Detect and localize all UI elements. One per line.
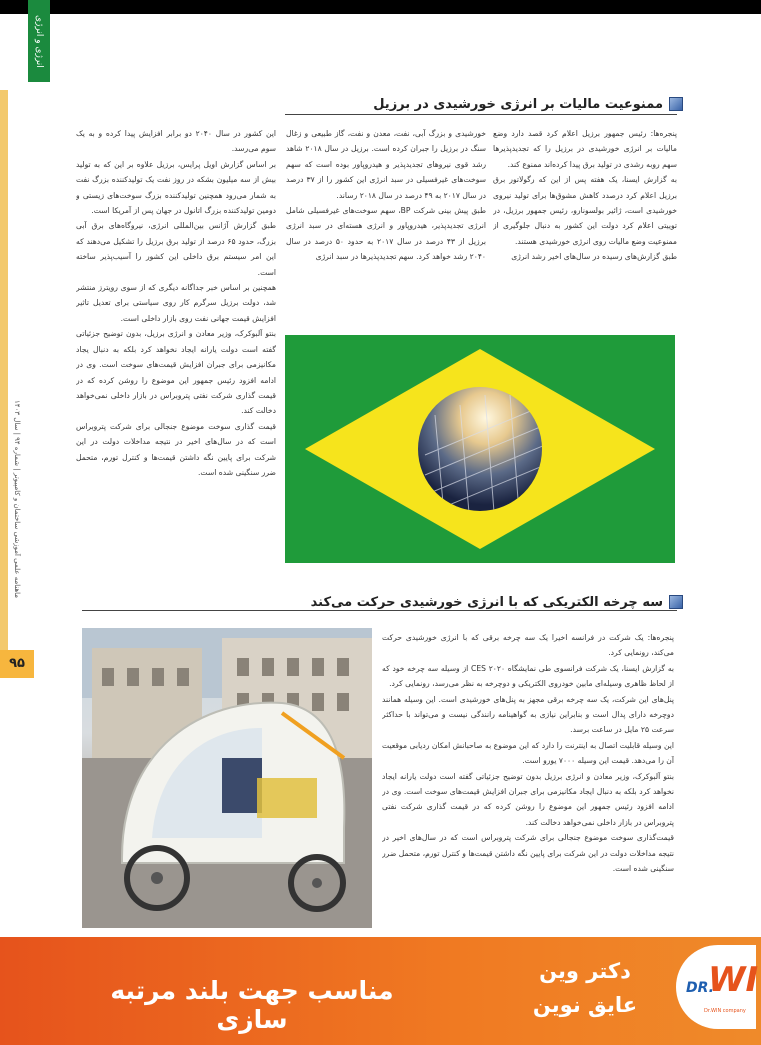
paragraph: قیمت‌گذاری سوخت موضوع جنجالی برای شرکت پتروبراس است که در سال‌های اخیر در نتیجه مداخلات دولت در این شرکت برای پایین نگه داشتن قیمت‌ها و کنترل تورم، متحمل ضرر سنگینی شده است.: [382, 833, 674, 874]
paragraph: بنتو آلبوکرک، وزیر معادن و انرژی برزیل بدون توضیح جزئیاتی گفته است دولت یارانه ایجاد نخواهد کرد بلکه به دنبال ایجاد مکانیزمی برای جبران افزایش قیمت‌های سوخت است. وی در ادامه افزود رئیس جمهور این موضوع را روشن کرده که در قیمت گذاری شرکت نفتی پتروبراس در بازار داخلی نمی‌خواهد دخالت کند.: [382, 771, 674, 827]
square-bullet-icon: [669, 595, 683, 609]
article1-title: ممنوعیت مالیات بر انرژی خورشیدی در برزیل: [373, 96, 663, 112]
solar-tricycle-photo: [82, 628, 372, 928]
article2-body: [382, 630, 674, 928]
paragraph: همچنین بر اساس خبر جداگانه دیگری که از سوی رویترز منتشر شد، دولت برزیل سرگرم کار روی سیاستی برای تعدیل تاثیر افزایش قیمت جهانی نفت روی بازار داخلی است.: [76, 283, 276, 323]
paragraph: به گزارش ایسنا، یک هفته پس از این که رگولاتور برق برزیل اعلام کرد درصدد کاهش مشوق‌ها برای تولید نیروی خورشیدی است، ژائیر بولسونارو، رئیس جمهور برزیل، در توییتی اعلام کرد دولت این کشور به دنبال جلوگیری از ممنوعیت وضع مالیات روی انرژی خورشیدی هستند.: [493, 175, 677, 246]
margin-text: ماهنامه علمی آموزشی ساختمان و کامپیوتر | شماره ۹۴ | سال ۱۴۰۳: [13, 400, 21, 599]
side-strip: [0, 90, 8, 650]
paragraph: این وسیله قابلیت اتصال به اینترنت را دارد که این موضوع به صاحبانش امکان ردیابی موقعیت آن را می‌دهد. قیمت این وسیله ۷۰۰۰ یورو است.: [382, 740, 674, 766]
paragraph: خورشیدی و بزرگ آبی، نفت، معدن و نفت، گاز طبیعی و زغال سنگ در برزیل را جبران کرده است. برزیل در سال ۲۰۱۸ شاهد رشد قوی نیروهای تجدیدپذیر و هیدروپاور بوده است که سهم سوخت‌های غیرفسیلی در سبد انرژی این کشور را از ۳۷ درصد در سال ۲۰۱۷ به ۴۹ درصد در سال ۲۰۱۸ رساند.: [286, 129, 486, 200]
paragraph: قیمت گذاری سوخت موضوع جنجالی برای شرکت پتروبراس است که در سال‌های اخیر در نتیجه مداخلات دولت در این شرکت برای پایین نگه داشتن قیمت‌ها و کنترل تورم، متحمل ضرر سنگینی شده است.: [76, 421, 276, 477]
section-tab: انرژی و انرژی: [28, 0, 50, 82]
article1-column-2: [286, 126, 486, 331]
logo-dr-text: DR.: [686, 980, 714, 996]
brazil-flag-solar-image: [285, 335, 675, 563]
logo-subtext: Dr.WIN company: [704, 1008, 746, 1014]
article2-rule: [82, 610, 677, 611]
paragraph: پنجره‌ها: یک شرکت در فرانسه اخیرا یک سه چرخه برقی که با انرژی خورشیدی حرکت می‌کند، رونمایی کرد.: [382, 633, 674, 658]
banner-brand-line2: عایق نوین: [532, 993, 638, 1017]
paragraph: به گزارش ایسنا، یک شرکت فرانسوی طی نمایشگاه CES ۲۰۲۰ از وسیله سه چرخه خود که از لحاظ ظاهری وسیله‌ای مابین خودروی الکتریکی و دوچرخه به نظر می‌رسد، رونمایی کرد.: [382, 663, 674, 689]
top-bar: [0, 0, 761, 14]
paragraph: طبق پیش بینی شرکت BP، سهم سوخت‌های غیرفسیلی شامل انرژی تجدیدپذیر، هیدروپاور و انرژی هسته‌ای در سبد انرژی برزیل از ۴۳ درصد در سال ۲۰۱۷ به حدود ۵۰ درصد در سال ۲۰۴۰ رشد خواهد کرد. سهم تجدیدپذیرها در سبد انرژی: [286, 206, 486, 262]
paragraph: پنجره‌ها: رئیس جمهور برزیل اعلام کرد قصد دارد وضع مالیات بر انرژی خورشیدی در برزیل را که تجدیدپذیرها سهم روبه رشدی در تولید برق پیدا کرده‌اند ممنوع کند.: [493, 129, 677, 169]
flag-illustration: [285, 335, 675, 563]
banner-main-text: مناسب جهت بلند مرتبه سازی: [110, 976, 394, 1034]
article1-title-row: [373, 92, 683, 116]
banner-brand-text: [510, 954, 660, 1022]
tricycle-illustration: [82, 628, 372, 928]
logo-wi-text: WI: [708, 960, 759, 1000]
paragraph: طبق گزارش آژانس بین‌المللی انرژی، نیروگاه‌های برق آبی بزرگ، حدود ۶۵ درصد از تولید برق برزیل را تشکیل می‌دهند که این امر سیستم برق داخلی این کشور را آسیب‌پذیر ساخته است.: [76, 221, 276, 277]
article1-column-3: [76, 126, 276, 566]
article1-rule: [285, 114, 677, 115]
page-number: ۹۵: [0, 650, 34, 678]
paragraph: طبق گزارش‌های رسیده در سال‌های اخیر رشد انرژی: [511, 252, 677, 262]
article1-column-1: [493, 126, 677, 331]
square-bullet-icon: [669, 97, 683, 111]
banner-brand-line1: دکتر وین: [539, 959, 631, 983]
paragraph: بر اساس گزارش اویل پرایس، برزیل علاوه بر این که به تولید بیش از سه میلیون بشکه در روز نفت یک تولیدکننده بزرگ نفت به شمار می‌رود همچنین تولیدکننده بزرگ سوخت‌های زیستی و دومین تولیدکننده بزرگ اتانول در جهان پس از آمریکا است.: [76, 159, 276, 216]
paragraph: بنتو آلبوکرک، وزیر معادن و انرژی برزیل، بدون توضیح جزئیاتی گفته است دولت یارانه ایجاد نخواهد کرد بلکه به دنبال یجاد مکانیزمی برای جبران افزایش قیمت‌های سوخت است. وی در ادامه افزود رئیس جمهور این موضوع را روشن کرده که در قیمت گذاری شرکت نفتی پتروبراس در بازار داخلی نمی‌خواهد دخالت کند.: [76, 329, 276, 416]
paragraph: پنل‌های این شرکت، یک سه چرخه برقی مجهز به پنل‌های خورشیدی است. این وسیله همانند دوچرخه دارای پدال است و بنابراین نیازی به گواهینامه رانندگی نیست و می‌تواند با حداکثر سرعت ۲۵ مایل در ساعت برسد.: [382, 694, 674, 735]
paragraph: این کشور در سال ۲۰۴۰ دو برابر افزایش پیدا کرده و به یک سوم می‌رسد.: [76, 129, 276, 154]
article2-title: سه چرخه الکتریکی که با انرژی خورشیدی حرکت می‌کند: [310, 594, 663, 610]
